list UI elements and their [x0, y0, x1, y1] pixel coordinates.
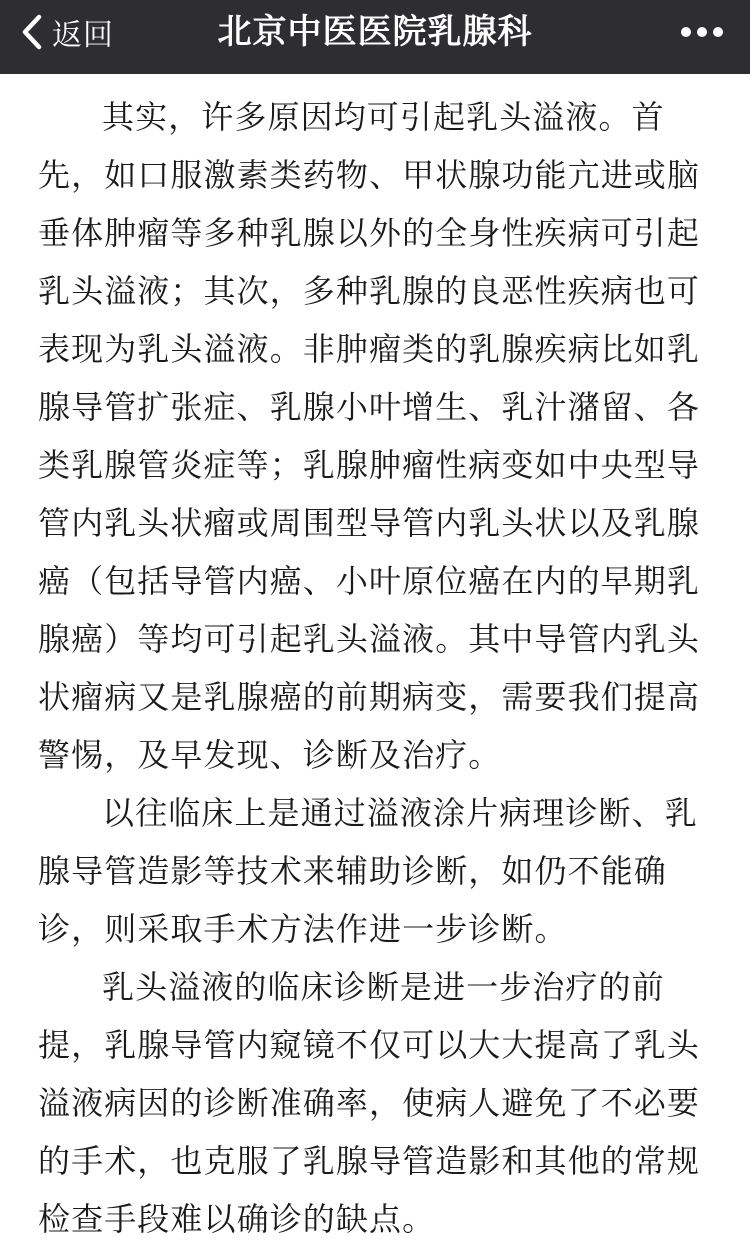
- article-paragraph: 乳头溢液的临床诊断是进一步治疗的前提，乳腺导管内窥镜不仅可以大大提高了乳头溢液病因的诊断准确率，使病人避免了不必要的手术，也克服了乳腺导管造影和其他的常规检查手段难以确诊的缺点。: [38, 968, 701, 1238]
- article-body: [0, 74, 750, 1248]
- article-paragraph: 其实，许多原因均可引起乳头溢液。首先，如口服激素类药物、甲状腺功能亢进或脑垂体肿瘤等多种乳腺以外的全身性疾病可引起乳头溢液；其次，多种乳腺的良恶性疾病也可表现为乳头溢液。非肿瘤类的乳腺疾病比如乳腺导管扩张症、乳腺小叶增生、乳汁潴留、各类乳腺管炎症等；乳腺肿瘤性病变如中央型导管内乳头状瘤或周围型导管内乳头状以及乳腺癌（包括导管内癌、小叶原位癌在内的早期乳腺癌）等均可引起乳头溢液。其中导管内乳头状瘤病又是乳腺癌的前期病变，需要我们提高警惕，及早发现、诊断及治疗。: [38, 98, 701, 774]
- more-horizontal-icon: [680, 26, 724, 38]
- more-options-button[interactable]: [676, 0, 724, 64]
- navigation-bar: [0, 0, 750, 74]
- page-title: 北京中医医院乳腺科: [217, 12, 533, 52]
- chevron-left-icon: [18, 12, 48, 52]
- article-paragraph: 以往临床上是通过溢液涂片病理诊断、乳腺导管造影等技术来辅助诊断，如仍不能确诊，则采取手术方法作进一步诊断。: [38, 794, 698, 948]
- back-label: 返回: [52, 18, 114, 53]
- back-button[interactable]: [18, 0, 114, 64]
